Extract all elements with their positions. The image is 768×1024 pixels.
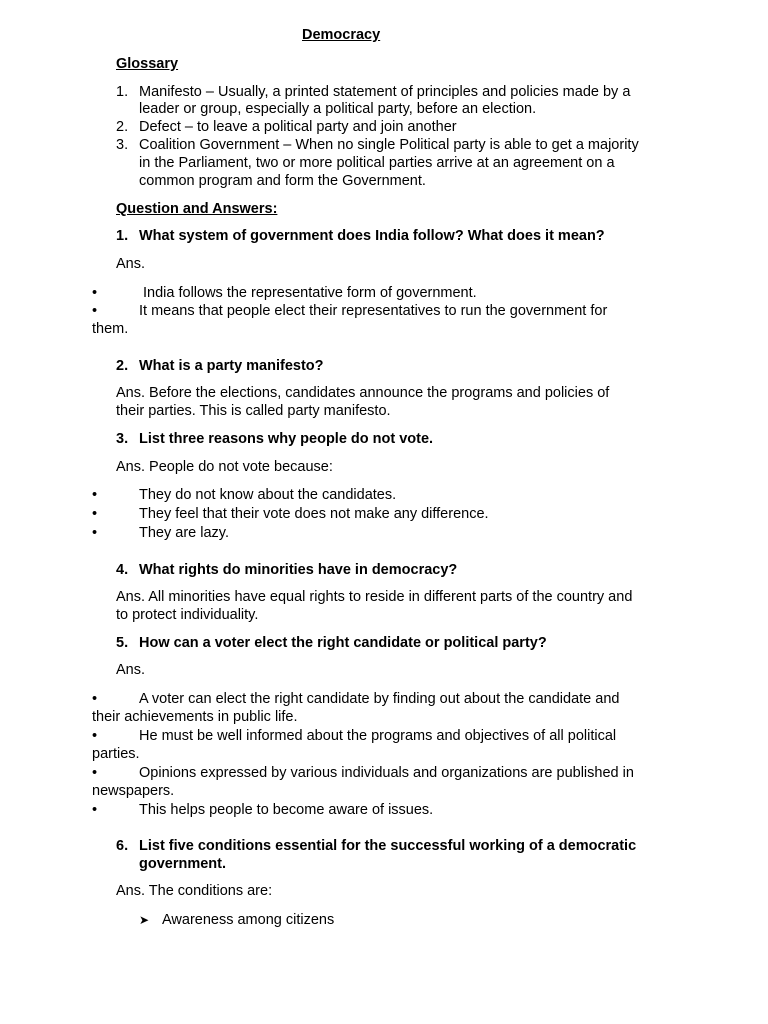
answer-4-line-1: Ans. All minorities have equal rights to reside in different parts of the country and [116, 589, 633, 605]
answer-4-line-2: to protect individuality. [116, 607, 259, 623]
glossary-item-2: 2. Defect – to leave a political party and join another [116, 119, 457, 135]
document-title: Democracy [302, 27, 381, 43]
answer-5-bullet-1-cont: their achievements in public life. [92, 709, 298, 725]
answer-5-bullet-1: A voter can elect the right candidate by finding out about the candidate and [139, 691, 620, 707]
question-1: 1. What system of government does India follow? What does it mean? [116, 228, 605, 244]
glossary-item-3: 3. Coalition Government – When no single Political party is able to get a majority [116, 137, 639, 153]
bullet-icon: • [92, 802, 98, 818]
answer-1-bullet-1: India follows the representative form of government. [143, 285, 477, 301]
answer-6-label: Ans. The conditions are: [116, 883, 273, 899]
bullet-icon: • [92, 285, 98, 301]
answer-1-bullet-2-cont: them. [92, 321, 129, 337]
answer-5-bullet-2: He must be well informed about the programs and objectives of all political [139, 728, 617, 744]
question-2: 2. What is a party manifesto? [116, 358, 324, 374]
question-3: 3. List three reasons why people do not vote. [116, 431, 434, 447]
answer-3-bullet-3: They are lazy. [139, 525, 229, 541]
glossary-item-3-line-2: in the Parliament, two or more political parties arrive at an agreement on a [139, 155, 615, 171]
bullet-icon: • [92, 525, 98, 541]
glossary-item-1-line-2: leader or group, especially a political party, before an election. [139, 101, 537, 117]
bullet-icon: • [92, 303, 98, 319]
answer-2-line-2: their parties. This is called party manifesto. [116, 403, 391, 419]
answer-2-line-1: Ans. Before the elections, candidates announce the programs and policies of [116, 385, 610, 401]
answer-5-bullet-4: This helps people to become aware of issues. [139, 802, 434, 818]
bullet-icon: • [92, 487, 98, 503]
answer-5-bullet-3-cont: newspapers. [92, 783, 175, 799]
qa-heading: Question and Answers: [116, 201, 278, 217]
question-6-line-2: government. [139, 856, 227, 872]
arrow-bullet-icon: ➤ [139, 913, 150, 927]
glossary-item-3-line-3: common program and form the Government. [139, 173, 426, 189]
answer-3-label: Ans. People do not vote because: [116, 459, 333, 475]
question-5: 5. How can a voter elect the right candidate or political party? [116, 635, 547, 651]
answer-6-item-1: Awareness among citizens [162, 912, 335, 928]
answer-1-bullet-2: It means that people elect their representatives to run the government for [139, 303, 608, 319]
glossary-heading: Glossary [116, 56, 179, 72]
bullet-icon: • [92, 506, 98, 522]
bullet-icon: • [92, 691, 98, 707]
answer-5-label: Ans. [116, 662, 146, 678]
answer-3-bullet-1: They do not know about the candidates. [139, 487, 397, 503]
question-6: 6. List five conditions essential for the successful working of a democratic [116, 838, 637, 854]
answer-5-bullet-3: Opinions expressed by various individuals and organizations are published in [139, 765, 634, 781]
glossary-item-1: 1. Manifesto – Usually, a printed statement of principles and policies made by a [116, 84, 631, 100]
answer-3-bullet-2: They feel that their vote does not make any difference. [139, 506, 489, 522]
bullet-icon: • [92, 765, 98, 781]
answer-5-bullet-2-cont: parties. [92, 746, 140, 762]
bullet-icon: • [92, 728, 98, 744]
answer-1-label: Ans. [116, 256, 146, 272]
question-4: 4. What rights do minorities have in democracy? [116, 562, 458, 578]
